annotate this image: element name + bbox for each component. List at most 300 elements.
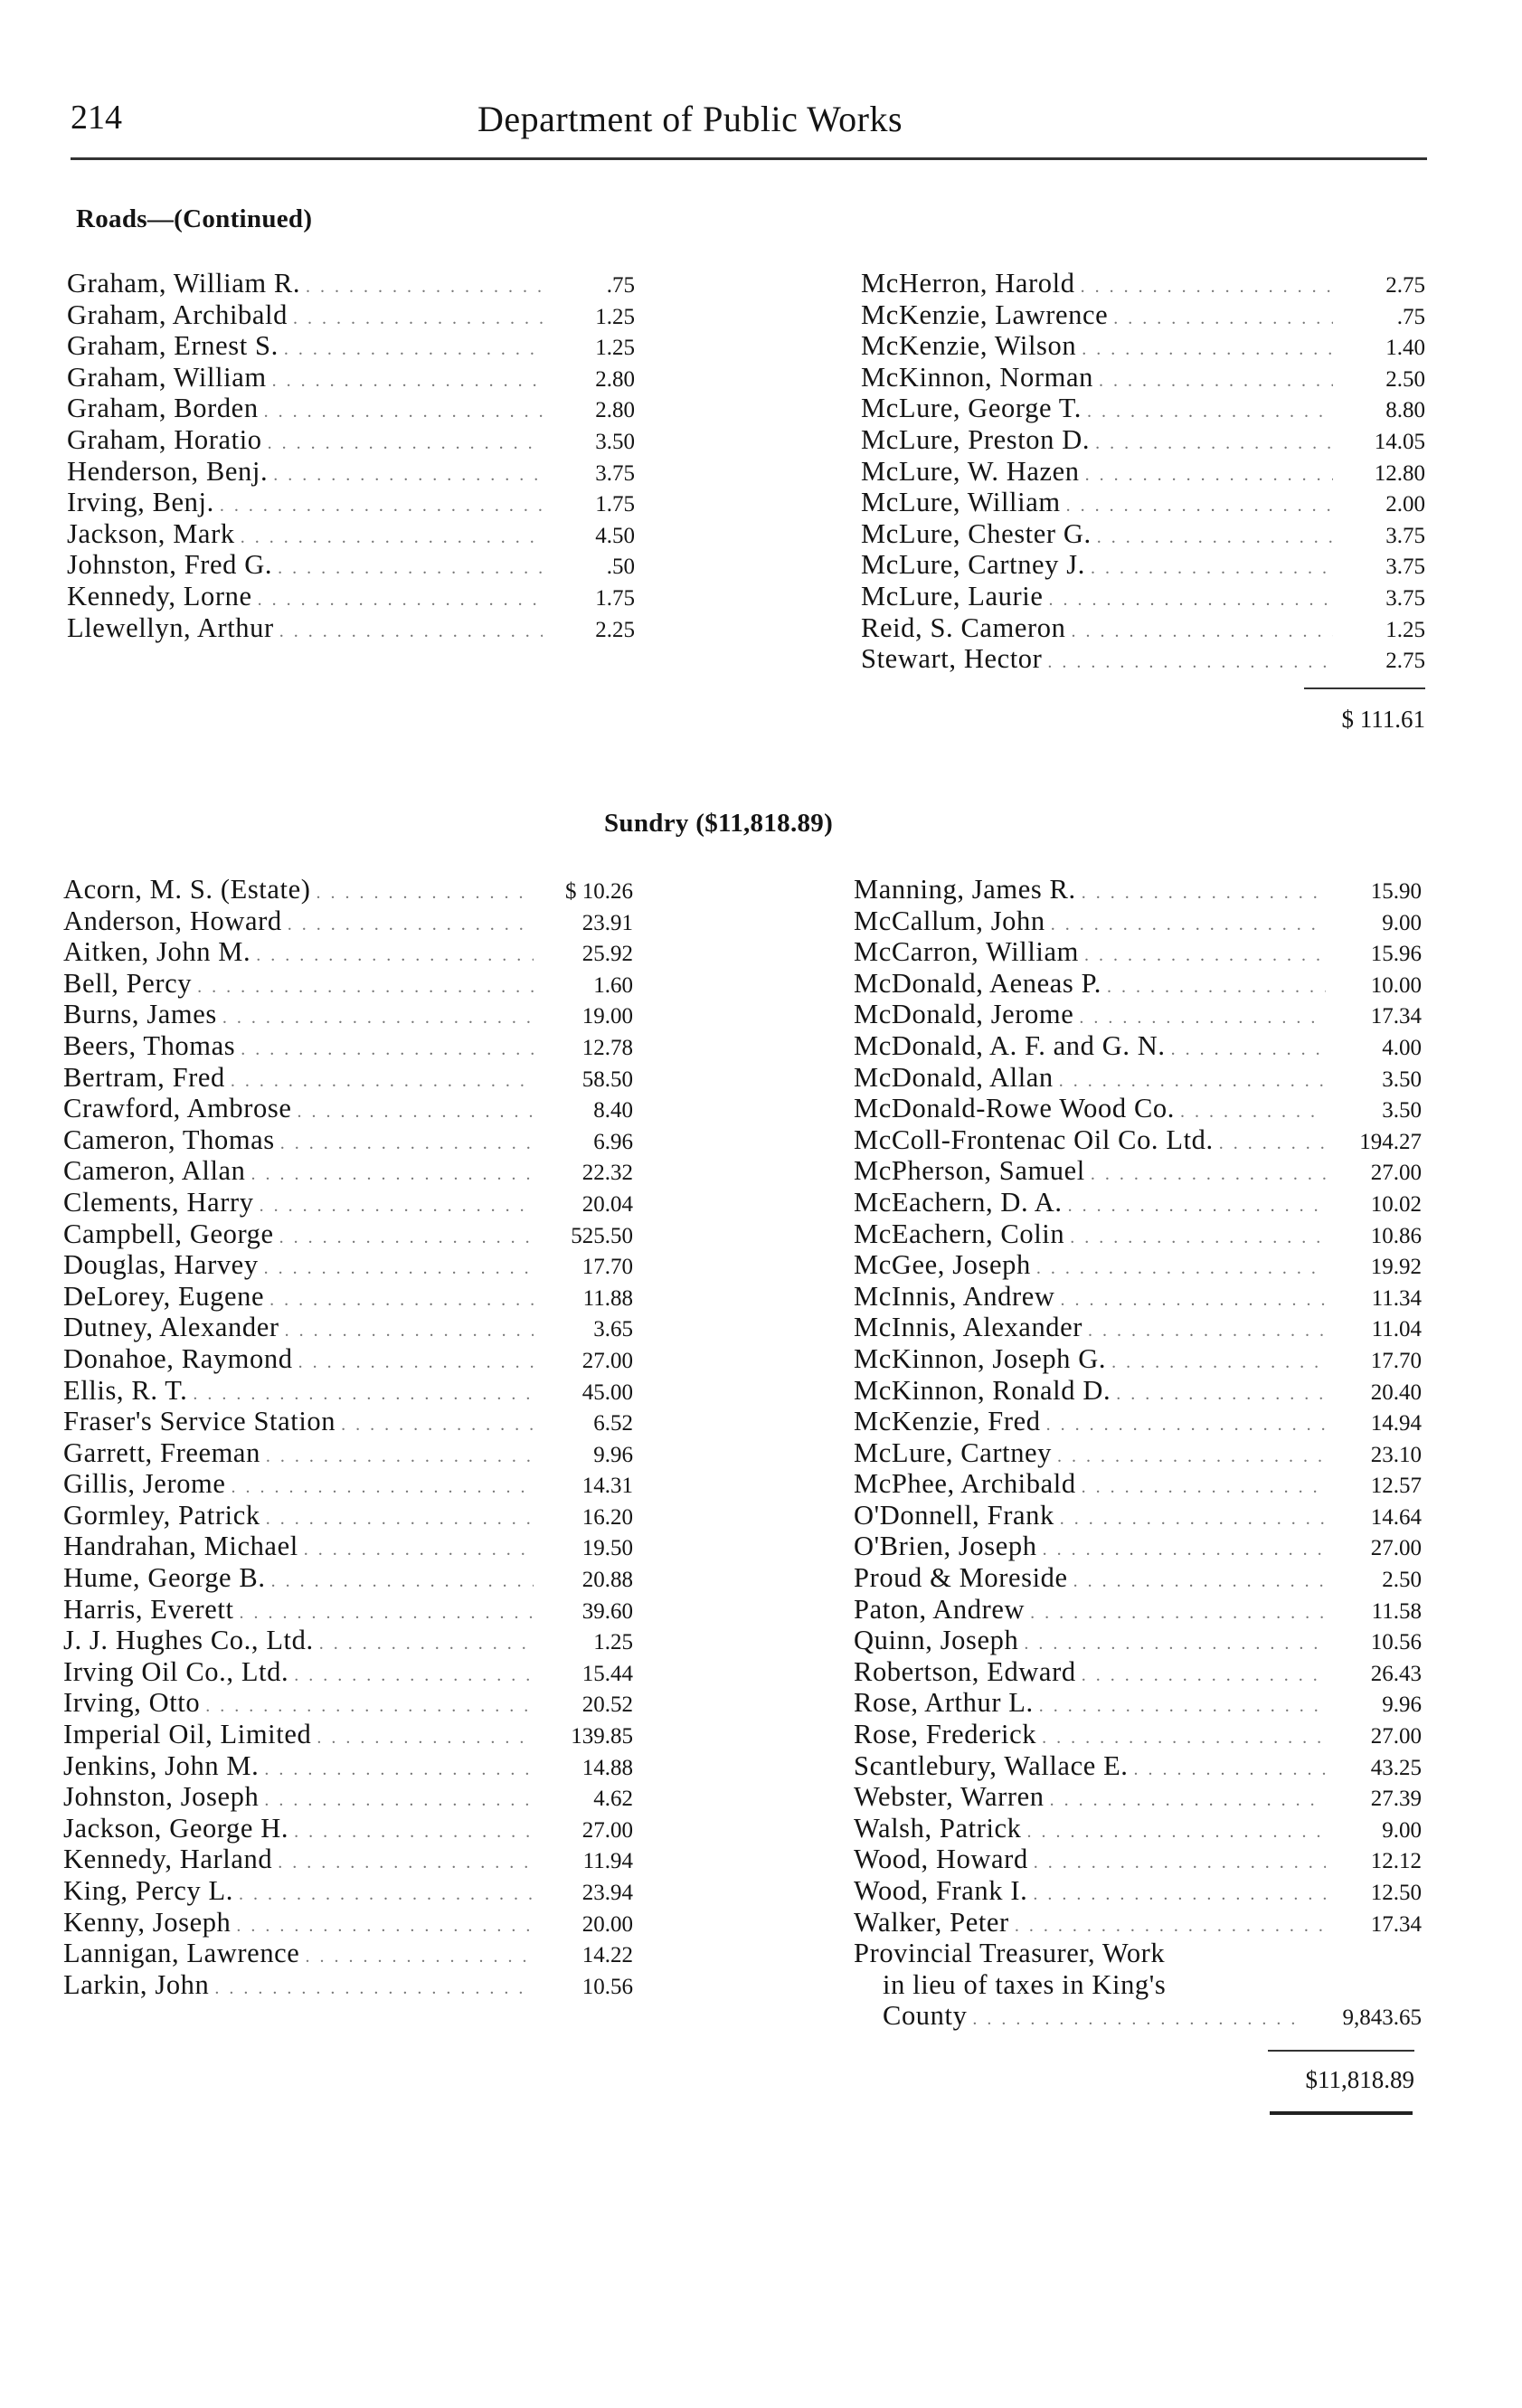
ledger-row (861, 518, 1425, 550)
dot-leader (278, 553, 543, 584)
dot-leader (1081, 271, 1333, 303)
payee-name: Graham, Archibald (67, 299, 288, 330)
dot-leader (284, 334, 543, 365)
ledger-row (854, 1907, 1422, 1939)
dot-leader (258, 584, 543, 616)
dot-leader (266, 1503, 534, 1535)
ledger-row (63, 968, 633, 1000)
ledger-row (63, 1312, 633, 1343)
dot-leader (306, 271, 543, 303)
dot-leader (317, 1722, 534, 1754)
ledger-row (854, 1625, 1422, 1656)
dot-leader (280, 1128, 534, 1160)
sundry-total: $11,818.89 (1305, 2066, 1414, 2093)
payment-amount: 26.43 (1370, 1661, 1422, 1686)
payment-amount: 4.62 (593, 1787, 633, 1812)
ledger-row (63, 905, 633, 937)
ledger-row (67, 393, 635, 424)
dot-leader (1048, 584, 1333, 616)
dot-leader (260, 1190, 534, 1222)
dot-leader (1082, 1472, 1326, 1503)
dot-leader (1046, 1409, 1326, 1441)
payment-amount: 23.91 (581, 910, 633, 935)
payee-name: Johnston, Joseph (63, 1781, 260, 1813)
payment-amount: 2.75 (1385, 649, 1425, 674)
ledger-row (854, 1124, 1422, 1156)
payment-amount: .75 (606, 273, 635, 298)
payment-amount: 39.60 (581, 1598, 633, 1624)
dot-leader (1088, 1315, 1326, 1347)
dot-leader (1039, 1691, 1326, 1722)
payee-name: Wood, Howard (854, 1844, 1028, 1875)
ledger-row (861, 330, 1425, 362)
dot-leader (1219, 1128, 1326, 1160)
ledger-row (861, 268, 1425, 299)
ledger-row (854, 1813, 1422, 1844)
payment-amount: 2.25 (595, 617, 635, 642)
payee-name: Stewart, Hector (861, 643, 1043, 675)
ledger-row (854, 1500, 1422, 1531)
payee-name: Lannigan, Lawrence (63, 1938, 300, 1969)
payee-name: Gormley, Patrick (63, 1499, 260, 1531)
ledger-row (854, 1343, 1422, 1375)
payee-name: Irving Oil Co., Ltd. (63, 1655, 289, 1687)
dot-leader (1099, 365, 1333, 397)
dot-leader (1180, 1096, 1326, 1128)
payment-amount: 10.56 (581, 1974, 633, 1999)
ledger-row (63, 1969, 633, 2001)
ledger-row (854, 1437, 1422, 1469)
dot-leader (1082, 1660, 1326, 1692)
payment-amount: 3.65 (593, 1317, 633, 1342)
dot-leader (285, 1315, 534, 1347)
payee-name: Hume, George B. (63, 1562, 266, 1594)
dot-leader (193, 1379, 534, 1410)
payment-amount: 9.00 (1382, 1817, 1422, 1843)
payee-name: O'Donnell, Frank (854, 1499, 1054, 1531)
ledger-row (861, 612, 1425, 644)
ledger-row (63, 1218, 633, 1250)
ledger-row (854, 1375, 1422, 1407)
payment-amount: 10.56 (1370, 1630, 1422, 1655)
payee-name: Cameron, Allan (63, 1155, 246, 1187)
payment-amount: 20.00 (581, 1911, 633, 1937)
ledger-row (63, 1187, 633, 1218)
ledger-row (854, 1687, 1422, 1719)
dot-leader (293, 303, 543, 335)
dot-leader (272, 365, 543, 397)
payee-name: Cameron, Thomas (63, 1123, 275, 1155)
ledger-row (854, 1875, 1422, 1907)
ledger-row (861, 393, 1425, 424)
payment-amount: 1.40 (1385, 336, 1425, 361)
payment-amount: 16.20 (581, 1504, 633, 1530)
payee-name: McKenzie, Lawrence (861, 299, 1109, 330)
ledger-row (63, 1594, 633, 1626)
payment-amount: 12.80 (1374, 460, 1425, 486)
payment-amount: 4.50 (595, 523, 635, 548)
payment-amount: 23.94 (581, 1881, 633, 1905)
dot-leader (1070, 1222, 1326, 1254)
payment-amount: 27.00 (1370, 1536, 1422, 1561)
ledger-row (67, 518, 635, 550)
payee-name: Kennedy, Harland (63, 1844, 273, 1875)
dot-leader (319, 1628, 534, 1660)
payee-name: Jackson, Mark (67, 517, 235, 549)
payee-name: McKinnon, Joseph G. (854, 1342, 1107, 1374)
payee-name: Imperial Oil, Limited (63, 1719, 312, 1750)
payment-amount: 194.27 (1359, 1129, 1422, 1154)
dot-leader (271, 1566, 534, 1597)
dot-leader (264, 1253, 534, 1285)
payment-amount: 10.00 (1370, 972, 1422, 998)
ledger-row (63, 1281, 633, 1313)
ledger-row (854, 1187, 1422, 1218)
payment-amount: 17.34 (1370, 1911, 1422, 1937)
ledger-row (67, 299, 635, 331)
payee-name: McHerron, Harold (861, 268, 1075, 299)
ledger-row (861, 549, 1425, 581)
ledger-row (63, 1875, 633, 1907)
payment-amount: 9.00 (1382, 910, 1422, 935)
dot-leader (1043, 1534, 1326, 1566)
payment-amount: 27.00 (581, 1348, 633, 1373)
ledger-row (67, 487, 635, 518)
payment-amount: 3.50 (1382, 1067, 1422, 1092)
dot-leader (1134, 1754, 1326, 1786)
dot-leader (1027, 1816, 1326, 1848)
dot-leader (1073, 1566, 1326, 1597)
payee-name: Kennedy, Lorne (67, 580, 252, 611)
payment-amount: 10.86 (1370, 1223, 1422, 1248)
payment-amount: 1.60 (593, 972, 633, 998)
dot-leader (264, 396, 543, 428)
dot-leader (239, 1879, 534, 1910)
payment-amount: 8.40 (593, 1098, 633, 1123)
payment-amount: 8.80 (1385, 398, 1425, 423)
dot-leader (1116, 1379, 1326, 1410)
dot-leader (241, 1034, 534, 1066)
payee-name: Graham, Ernest S. (67, 330, 279, 362)
ledger-row (63, 1562, 633, 1594)
roads-total-rule (1304, 687, 1425, 689)
ledger-row (63, 1343, 633, 1375)
ledger-row (861, 299, 1425, 331)
dot-leader (266, 1441, 534, 1473)
payment-amount: 14.64 (1370, 1504, 1422, 1530)
payee-name: Graham, Horatio (67, 423, 262, 455)
payee-name: Crawford, Ambrose (63, 1093, 292, 1124)
ledger-row (63, 1124, 633, 1156)
payment-amount: .50 (606, 555, 635, 580)
payee-name: King, Percy L. (63, 1875, 233, 1906)
roads-right-column (861, 268, 1425, 675)
dot-leader (297, 1096, 534, 1128)
payee-name: Reid, S. Cameron (861, 611, 1066, 643)
dot-leader (1071, 616, 1333, 648)
dot-leader (1091, 1159, 1326, 1190)
payee-name: Bertram, Fred (63, 1061, 225, 1093)
ledger-row (854, 1062, 1422, 1094)
dot-leader (1066, 490, 1333, 522)
payee-name: Dutney, Alexander (63, 1312, 279, 1343)
payee-name: Proud & Moreside (854, 1562, 1068, 1594)
dot-leader (205, 1691, 534, 1722)
payee-name: DeLorey, Eugene (63, 1280, 265, 1312)
payment-amount: 27.39 (1370, 1787, 1422, 1812)
payee-name: Rose, Frederick (854, 1719, 1037, 1750)
payee-name: McInnis, Alexander (854, 1312, 1083, 1343)
payment-amount: 58.50 (581, 1067, 633, 1092)
dot-leader (197, 972, 534, 1003)
roads-heading: Roads—(Continued) (76, 204, 313, 233)
ledger-row (854, 1781, 1422, 1813)
payment-amount: 25.92 (581, 942, 633, 967)
payment-amount: 2.80 (595, 366, 635, 392)
payee-name: Kenny, Joseph (63, 1906, 232, 1938)
payee-name: Irving, Otto (63, 1687, 201, 1719)
payee-name: J. J. Hughes Co., Ltd. (63, 1625, 314, 1656)
payment-amount: 19.92 (1370, 1255, 1422, 1280)
ledger-row (854, 1281, 1422, 1313)
payee-name: Walsh, Patrick (854, 1812, 1022, 1844)
ledger-row (854, 1406, 1422, 1437)
ledger-row (63, 1907, 633, 1939)
ledger-row (63, 999, 633, 1030)
payee-name: Johnston, Fred G. (67, 549, 273, 581)
payment-amount: 1.25 (593, 1630, 633, 1655)
dot-leader (317, 877, 534, 909)
payee-name: McLure, Cartney J. (861, 549, 1085, 581)
payee-name: O'Brien, Joseph (854, 1531, 1037, 1562)
payee-name: McLure, William (861, 487, 1061, 518)
dot-leader (1033, 1879, 1326, 1910)
ledger-row (854, 1468, 1422, 1500)
payee-name: McEachern, Colin (854, 1218, 1065, 1249)
ledger-row (63, 1030, 633, 1062)
dot-leader (1091, 553, 1333, 584)
ledger-row-multiline-line1 (854, 1938, 1422, 1969)
payee-name: Anderson, Howard (63, 905, 282, 936)
payee-name: Walker, Peter (854, 1906, 1009, 1938)
ledger-row (63, 1938, 633, 1969)
ledger-row (861, 456, 1425, 488)
ledger-row (854, 1155, 1422, 1187)
ledger-row (861, 581, 1425, 612)
payee-name: Graham, Borden (67, 393, 259, 424)
payment-amount: 2.50 (1382, 1568, 1422, 1593)
payee-name: Campbell, George (63, 1218, 274, 1249)
roads-total: $ 111.61 (1341, 706, 1425, 733)
ledger-row (63, 1468, 633, 1500)
dot-leader (264, 1785, 534, 1816)
ledger-row (854, 1312, 1422, 1343)
payee-name: McLure, Chester G. (861, 517, 1092, 549)
payment-amount: 9.96 (593, 1442, 633, 1467)
payee-name: Douglas, Harvey (63, 1249, 259, 1281)
payee-name: Ellis, R. T. (63, 1374, 188, 1406)
dot-leader (256, 940, 534, 972)
sundry-heading: Sundry ($11,818.89) (604, 809, 834, 838)
running-title: Department of Public Works (477, 99, 903, 139)
ledger-row (67, 581, 635, 612)
dot-leader (1015, 1910, 1326, 1942)
dot-leader (1030, 1597, 1326, 1629)
ledger-row (854, 968, 1422, 1000)
payment-amount: 2.80 (595, 398, 635, 423)
ledger-row (63, 1656, 633, 1688)
payment-amount: .75 (1396, 304, 1425, 329)
ledger-row (63, 874, 633, 905)
payee-name: McKenzie, Fred (854, 1406, 1041, 1437)
dot-leader (1082, 334, 1333, 365)
dot-leader (1097, 522, 1333, 554)
payee-name: Quinn, Joseph (854, 1625, 1019, 1656)
dot-leader (305, 1941, 534, 1973)
payment-amount: 20.52 (581, 1692, 633, 1718)
dot-leader (1034, 1847, 1326, 1879)
ledger-row (861, 362, 1425, 393)
payment-amount: 11.58 (1371, 1598, 1422, 1624)
dot-leader (1082, 877, 1326, 909)
ledger-row (854, 1093, 1422, 1124)
payment-amount: 3.50 (595, 429, 635, 454)
payee-name: McEachern, D. A. (854, 1186, 1063, 1218)
dot-leader (1036, 1253, 1326, 1285)
dot-leader (1171, 1034, 1326, 1066)
dot-leader (278, 1847, 534, 1879)
payee-name: Graham, William (67, 361, 267, 393)
payment-amount: 11.34 (1371, 1285, 1422, 1311)
ledger-row (861, 424, 1425, 456)
payment-amount: 6.96 (593, 1129, 633, 1154)
payee-name: Donahoe, Raymond (63, 1342, 293, 1374)
dot-leader (222, 1002, 534, 1034)
payee-name: McGee, Joseph (854, 1249, 1031, 1281)
payment-amount: 43.25 (1370, 1755, 1422, 1780)
payee-name: McDonald-Rowe Wood Co. (854, 1093, 1175, 1124)
payment-amount: 45.00 (581, 1379, 633, 1405)
payee-name: McDonald, A. F. and G. N. (854, 1029, 1166, 1061)
payment-amount: 11.04 (1371, 1317, 1422, 1342)
sundry-left-column (63, 874, 633, 2000)
ledger-row (861, 487, 1425, 518)
payee-name: McLure, W. Hazen (861, 455, 1080, 487)
payee-name: McPhee, Archibald (854, 1468, 1076, 1500)
payment-amount: 9,843.65 (1342, 2005, 1422, 2031)
payment-amount: 27.00 (1370, 1724, 1422, 1749)
dot-leader (1047, 647, 1333, 678)
dot-leader (298, 1347, 534, 1379)
payee-name: McPherson, Samuel (854, 1155, 1085, 1187)
ledger-row (63, 1844, 633, 1875)
ledger-row (63, 1062, 633, 1094)
ledger-row (63, 1437, 633, 1469)
dot-leader (1057, 1441, 1326, 1473)
dot-leader (288, 909, 534, 941)
payee-name: McCallum, John (854, 905, 1045, 936)
payee-name: McLure, Laurie (861, 580, 1044, 611)
roads-left-column (67, 268, 635, 643)
payment-amount: 14.31 (581, 1474, 633, 1499)
dot-leader (294, 1660, 534, 1692)
ledger-row (854, 1531, 1422, 1562)
ledger-row (63, 936, 633, 968)
payment-amount: 15.90 (1370, 879, 1422, 904)
ledger-row (63, 1500, 633, 1531)
dot-leader (231, 1066, 534, 1097)
payee-name: Henderson, Benj. (67, 455, 269, 487)
dot-leader (236, 1910, 534, 1942)
sundry-closing-rule (1270, 2111, 1413, 2115)
dot-leader (268, 428, 543, 460)
dot-leader (1084, 940, 1326, 972)
payee-name-continued: in lieu of taxes in King's (883, 1968, 1167, 2000)
payment-amount: 3.50 (1382, 1098, 1422, 1123)
payment-amount: 20.40 (1370, 1379, 1422, 1405)
payment-amount: 12.57 (1370, 1474, 1422, 1499)
dot-leader (1024, 1628, 1326, 1660)
payee-name-continued: County (883, 2000, 968, 2032)
payee-name: Jenkins, John M. (63, 1749, 260, 1781)
ledger-row (67, 549, 635, 581)
ledger-row (854, 874, 1422, 905)
dot-leader (1060, 1285, 1326, 1316)
payee-name: Garrett, Freeman (63, 1436, 260, 1468)
payment-amount: 139.85 (571, 1724, 633, 1749)
payee-name: Clements, Harry (63, 1186, 254, 1218)
dot-leader (341, 1409, 534, 1441)
ledger-row (854, 1249, 1422, 1281)
payee-name: Burns, James (63, 999, 217, 1030)
ledger-row-multiline-line2 (854, 1969, 1422, 2001)
payee-name: Provincial Treasurer, Work (854, 1938, 1166, 1969)
payment-amount: 17.34 (1370, 1004, 1422, 1029)
payment-amount: 17.70 (1370, 1348, 1422, 1373)
payment-amount: 14.88 (581, 1755, 633, 1780)
ledger-row (63, 1093, 633, 1124)
page-number: 214 (71, 99, 122, 137)
payee-name: Gillis, Jerome (63, 1468, 226, 1500)
payment-amount: 15.96 (1370, 942, 1422, 967)
ledger-row (854, 1562, 1422, 1594)
ledger-row (63, 1625, 633, 1656)
payment-amount: 19.50 (581, 1536, 633, 1561)
payee-name: Harris, Everett (63, 1593, 234, 1625)
payee-name: Wood, Frank I. (854, 1875, 1028, 1906)
dot-leader (294, 1816, 534, 1848)
payee-name: McLure, Preston D. (861, 423, 1091, 455)
dot-leader (279, 616, 543, 648)
ledger-row (861, 643, 1425, 675)
dot-leader (1111, 1347, 1326, 1379)
dot-leader (251, 1159, 534, 1190)
payment-amount: 10.02 (1370, 1191, 1422, 1217)
ledger-row (63, 1813, 633, 1844)
payment-amount: 20.88 (581, 1568, 633, 1593)
payee-name: McDonald, Jerome (854, 999, 1074, 1030)
ledger-row (63, 1531, 633, 1562)
dot-leader (273, 460, 543, 491)
dot-leader (1050, 1785, 1326, 1816)
ledger-row-multiline-line3 (854, 2000, 1422, 2032)
ledger-row (67, 456, 635, 488)
payment-amount: 525.50 (571, 1223, 633, 1248)
payment-amount: 11.88 (582, 1285, 633, 1311)
dot-leader (1051, 909, 1326, 941)
payee-name: McKinnon, Norman (861, 361, 1093, 393)
ledger-row (63, 1249, 633, 1281)
